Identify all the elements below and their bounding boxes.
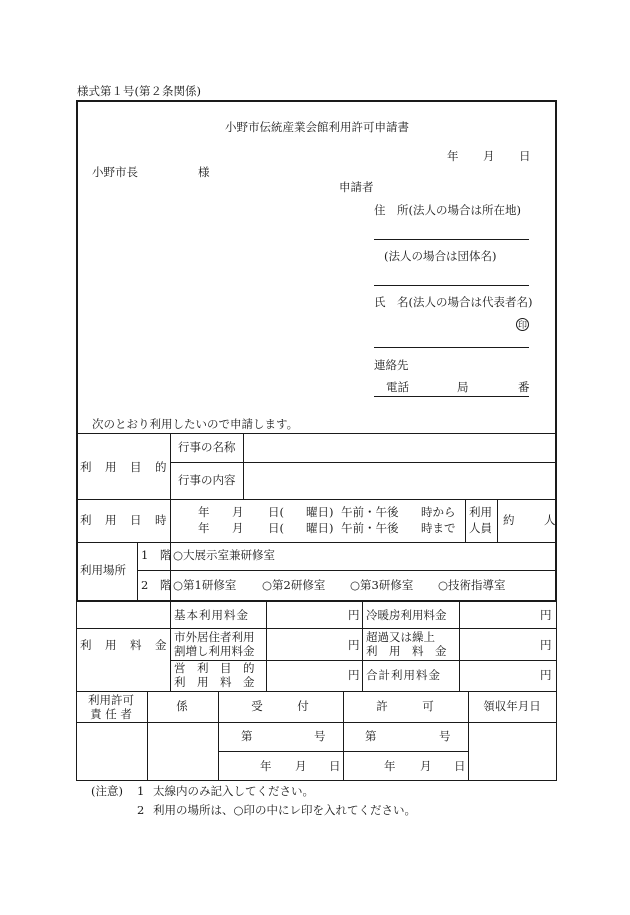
org-line[interactable] bbox=[374, 285, 529, 286]
address-label: 住 所(法人の場合は所在地) bbox=[374, 203, 521, 217]
yen-total: 円 bbox=[540, 668, 552, 682]
fee-excess-2: 利 用 料 金 bbox=[366, 644, 447, 658]
applicant-label: 申請者 bbox=[339, 180, 374, 194]
request-text: 次のとおり利用したいので申請します。 bbox=[92, 417, 299, 431]
dt2-month: 月 bbox=[232, 521, 244, 535]
datetime-v3 bbox=[497, 499, 498, 542]
reception-dai: 第 bbox=[241, 729, 253, 743]
yen-excess: 円 bbox=[540, 638, 552, 652]
event-content-field[interactable] bbox=[244, 463, 556, 499]
lower-left-border bbox=[76, 602, 77, 780]
floor2-label: 2 階 bbox=[141, 578, 172, 592]
persons-label-2: 人員 bbox=[469, 521, 492, 535]
lower-right-border bbox=[556, 602, 557, 780]
form-title: 小野市伝統産業会館利用許可申請書 bbox=[225, 120, 409, 134]
yen-aircon: 円 bbox=[540, 608, 552, 622]
fees-line-1 bbox=[76, 628, 557, 629]
room-training-2[interactable]: ○第2研修室 bbox=[262, 578, 326, 592]
kakari-label: 係 bbox=[176, 699, 188, 713]
phone-ban: 番 bbox=[518, 380, 530, 394]
fee-nonresident-1: 市外居住者利用 bbox=[174, 630, 255, 644]
addressee-sama: 様 bbox=[198, 165, 210, 179]
date-year: 年 bbox=[447, 149, 459, 163]
addressee: 小野市長 bbox=[92, 165, 138, 179]
permission-month: 月 bbox=[420, 759, 432, 773]
phone-line[interactable] bbox=[374, 396, 529, 397]
notes-label: (注意) bbox=[91, 784, 123, 798]
fees-v1 bbox=[170, 602, 171, 691]
name-line[interactable] bbox=[374, 347, 529, 348]
room-training-3[interactable]: ○第3研修室 bbox=[350, 578, 414, 592]
fees-v2 bbox=[266, 602, 267, 691]
fee-excess-1: 超過又は繰上 bbox=[366, 630, 435, 644]
floor1-label: 1 階 bbox=[141, 548, 172, 562]
date-day: 日 bbox=[519, 149, 531, 163]
persons-unit: 人 bbox=[544, 513, 556, 527]
office-v4 bbox=[468, 691, 469, 780]
fees-v3 bbox=[362, 602, 363, 691]
reception-day: 日 bbox=[329, 759, 341, 773]
permission-dai: 第 bbox=[365, 729, 377, 743]
office-bottom-line bbox=[76, 780, 557, 781]
yen-basic: 円 bbox=[348, 608, 360, 622]
dt2-year: 年 bbox=[198, 521, 210, 535]
office-line-1 bbox=[76, 722, 557, 723]
office-v2 bbox=[218, 691, 219, 780]
event-name-field[interactable] bbox=[244, 434, 556, 462]
dt1-time: 時から bbox=[421, 505, 456, 519]
dt1-month: 月 bbox=[232, 505, 244, 519]
fee-aircon: 冷暖房利用料金 bbox=[366, 608, 447, 622]
permit-person-2: 責 任 者 bbox=[90, 707, 132, 721]
date-month: 月 bbox=[483, 149, 495, 163]
purpose-v1 bbox=[170, 433, 171, 499]
reception-month: 月 bbox=[295, 759, 307, 773]
phone-kyoku: 局 bbox=[457, 380, 469, 394]
place-v1 bbox=[137, 542, 138, 602]
event-content-label: 行事の内容 bbox=[178, 473, 236, 487]
fee-profit-1: 営 利 目 的 bbox=[174, 661, 255, 675]
permission-year: 年 bbox=[384, 759, 396, 773]
datetime-v2 bbox=[465, 499, 466, 542]
reception-go: 号 bbox=[314, 729, 326, 743]
permission-label: 許 可 bbox=[376, 699, 434, 713]
datetime-v1 bbox=[170, 499, 171, 542]
contact-label: 連絡先 bbox=[374, 358, 409, 372]
permit-person-1: 利用許可 bbox=[88, 693, 134, 707]
seal-mark: 印 bbox=[516, 318, 529, 331]
note-1-text: 太線内のみ記入してください。 bbox=[153, 784, 314, 798]
persons-label-1: 利用 bbox=[469, 505, 492, 519]
phone-label: 電話 bbox=[386, 380, 409, 394]
persons-approx: 約 bbox=[503, 513, 515, 527]
datetime-label: 利 用 日 時 bbox=[80, 513, 168, 527]
dt1-year: 年 bbox=[198, 505, 210, 519]
reception-year: 年 bbox=[260, 759, 272, 773]
yen-profit: 円 bbox=[348, 668, 360, 682]
dt2-dow: 曜日) bbox=[306, 521, 334, 535]
receipt-date-label: 領収年月日 bbox=[483, 699, 541, 713]
address-line[interactable] bbox=[374, 239, 529, 240]
note-2-text: 利用の場所は、○印の中にレ印を入れてください。 bbox=[153, 803, 417, 817]
fees-label: 利 用 料 金 bbox=[80, 638, 168, 652]
purpose-label: 利 用 目 的 bbox=[80, 460, 168, 474]
name-label: 氏 名(法人の場合は代表者名) bbox=[374, 295, 533, 309]
fees-bottom-line bbox=[76, 691, 557, 692]
dt2-ampm: 午前・午後 bbox=[341, 521, 399, 535]
place-label: 利用場所 bbox=[80, 563, 126, 577]
fee-total: 合計利用料金 bbox=[366, 668, 441, 682]
permission-go: 号 bbox=[439, 729, 451, 743]
room-large-exhibition[interactable]: ○大展示室兼研修室 bbox=[173, 548, 276, 562]
permission-day: 日 bbox=[454, 759, 466, 773]
dt2-time: 時まで bbox=[421, 521, 456, 535]
org-label: (法人の場合は団体名) bbox=[384, 249, 497, 263]
note-1-num: 1 bbox=[137, 784, 145, 798]
event-name-label: 行事の名称 bbox=[178, 440, 236, 454]
reception-label: 受 付 bbox=[251, 699, 309, 713]
office-v3 bbox=[343, 691, 344, 780]
form-number-label: 様式第１号(第２条関係) bbox=[77, 84, 201, 98]
place-divider bbox=[137, 570, 557, 571]
dt1-ampm: 午前・午後 bbox=[341, 505, 399, 519]
dt1-dow: 曜日) bbox=[306, 505, 334, 519]
room-technical-guidance[interactable]: ○技術指導室 bbox=[438, 578, 506, 592]
purpose-bottom-line bbox=[76, 499, 557, 500]
fee-profit-2: 利 用 料 金 bbox=[174, 675, 255, 689]
fees-v4 bbox=[459, 602, 460, 691]
note-2-num: 2 bbox=[137, 803, 145, 817]
datetime-bottom-line bbox=[76, 542, 557, 543]
office-v1 bbox=[147, 691, 148, 780]
room-training-1[interactable]: ○第1研修室 bbox=[173, 578, 237, 592]
fee-basic: 基本利用料金 bbox=[174, 608, 249, 622]
yen-nonresident: 円 bbox=[348, 638, 360, 652]
fee-nonresident-2: 割増し利用料金 bbox=[174, 644, 255, 658]
dt1-day: 日( bbox=[268, 505, 284, 519]
dt2-day: 日( bbox=[268, 521, 284, 535]
